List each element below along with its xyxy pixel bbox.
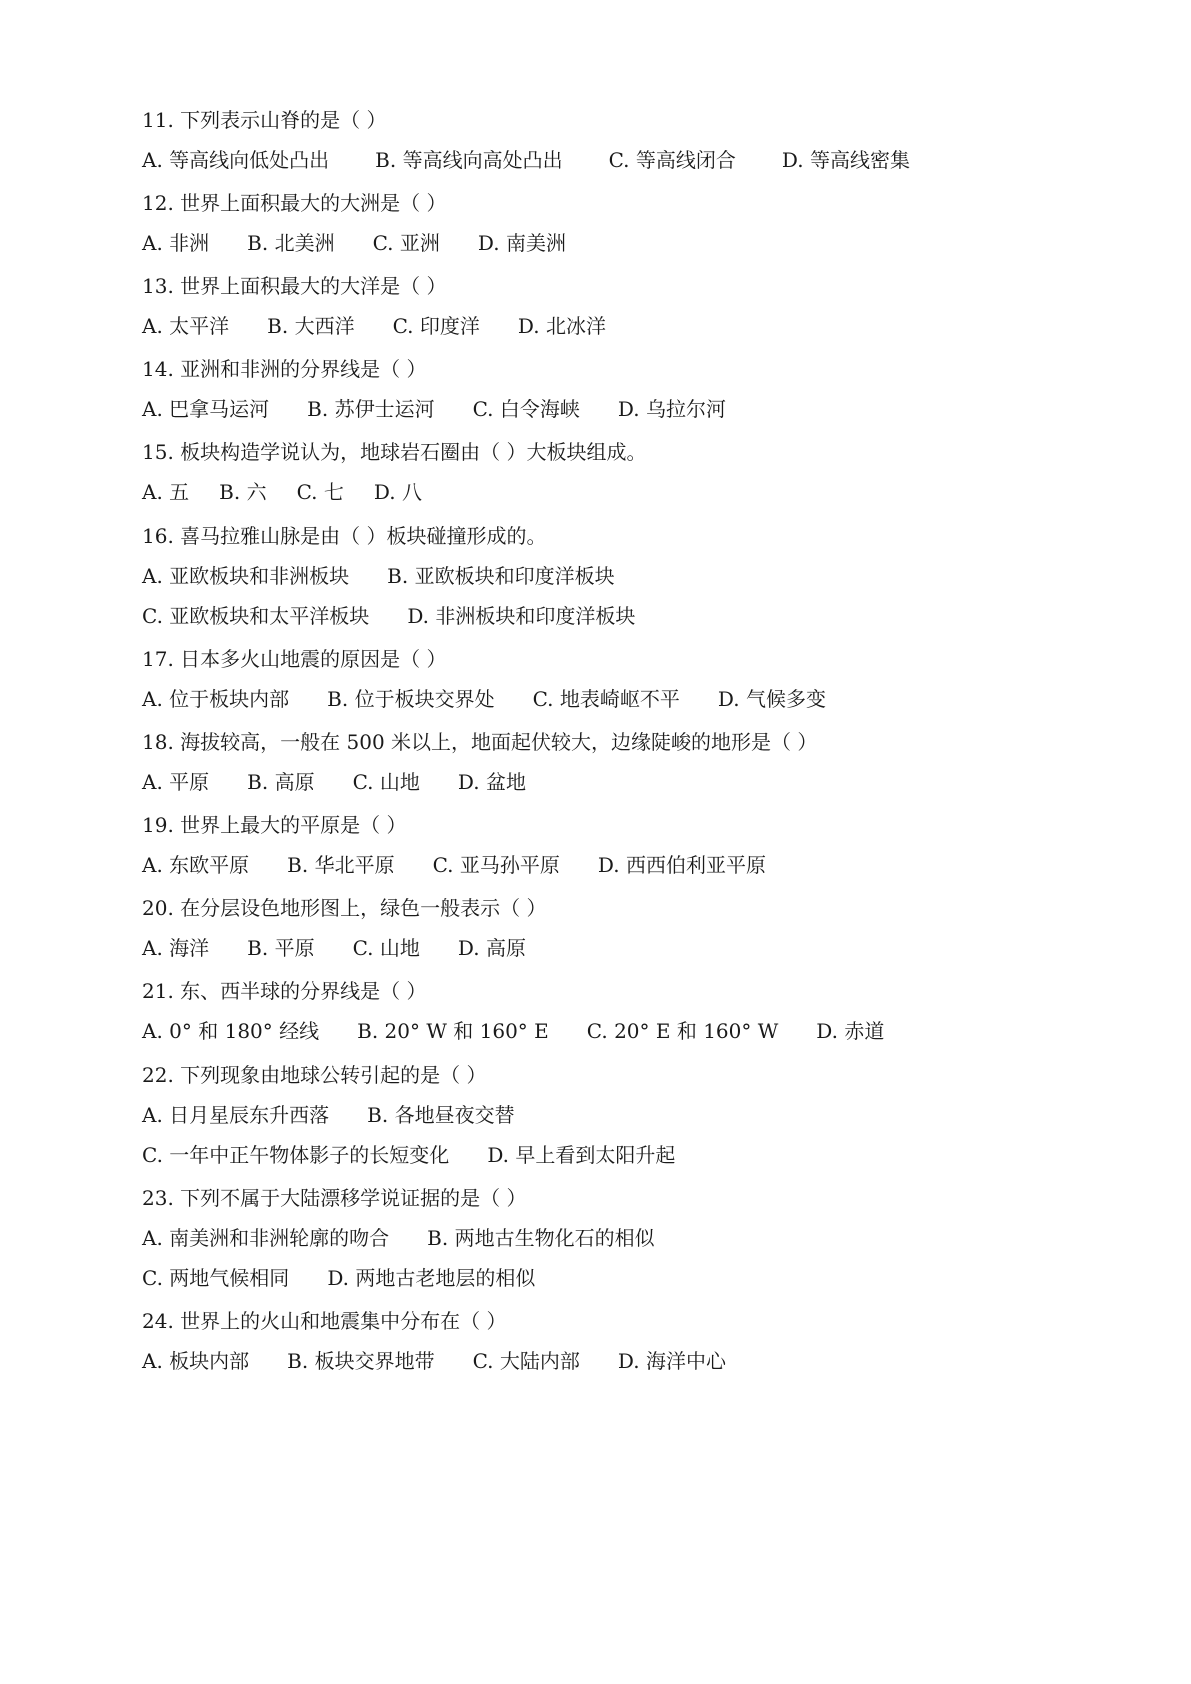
option-d: D. 南美洲 [477, 231, 566, 255]
question-13-stem: 13. 世界上面积最大的大洋是（ ） [142, 274, 447, 298]
question-19-options [142, 852, 766, 878]
option-c: C. 亚洲 [372, 231, 440, 255]
question-24-stem: 24. 世界上的火山和地震集中分布在（ ） [142, 1309, 507, 1333]
question-16-stem: 16. 喜马拉雅山脉是由（ ）板块碰撞形成的。 [142, 524, 547, 548]
question-15-options [142, 479, 422, 505]
question-22-options-row-2 [142, 1142, 675, 1168]
option-b: B. 两地古生物化石的相似 [427, 1226, 655, 1250]
option-a: A. 非洲 [142, 231, 210, 255]
option-d: D. 北冰洋 [517, 314, 606, 338]
option-c: C. 亚马孙平原 [432, 853, 560, 877]
question-18-options [142, 769, 526, 795]
question-11-options [142, 147, 910, 173]
option-b: B. 板块交界地带 [287, 1349, 435, 1373]
option-a: A. 巴拿马运河 [142, 397, 270, 421]
option-d: D. 赤道 [816, 1019, 885, 1043]
option-d: D. 西西伯利亚平原 [597, 853, 766, 877]
option-d: D. 盆地 [457, 770, 526, 794]
option-c: C. 七 [296, 480, 344, 504]
question-23-options-row-1 [142, 1225, 655, 1251]
option-c: C. 大陆内部 [472, 1349, 580, 1373]
option-b: B. 北美洲 [247, 231, 335, 255]
question-24-options [142, 1348, 726, 1374]
option-a: A. 平原 [142, 770, 210, 794]
option-c: C. 地表崎岖不平 [532, 687, 680, 711]
option-b: B. 大西洋 [267, 314, 355, 338]
question-23-options-row-2 [142, 1265, 535, 1291]
option-b: B. 20° W 和 160° E [357, 1019, 549, 1043]
option-c: C. 白令海峡 [472, 397, 580, 421]
option-d: D. 非洲板块和印度洋板块 [407, 604, 636, 628]
option-b: B. 高原 [247, 770, 315, 794]
option-c: C. 两地气候相同 [142, 1266, 290, 1290]
question-15-stem: 15. 板块构造学说认为，地球岩石圈由（ ）大板块组成。 [142, 440, 647, 464]
question-20-options [142, 935, 526, 961]
question-21-stem: 21. 东、西半球的分界线是（ ） [142, 979, 427, 1003]
option-a: A. 亚欧板块和非洲板块 [142, 564, 350, 588]
option-b: B. 各地昼夜交替 [367, 1103, 515, 1127]
question-17-options [142, 686, 826, 712]
option-a: A. 等高线向低处凸出 [142, 148, 330, 172]
question-22-options-row-1 [142, 1102, 515, 1128]
option-a: A. 板块内部 [142, 1349, 250, 1373]
option-c: C. 山地 [352, 936, 420, 960]
option-b: B. 亚欧板块和印度洋板块 [387, 564, 615, 588]
option-d: D. 高原 [457, 936, 526, 960]
question-12-stem: 12. 世界上面积最大的大洲是（ ） [142, 191, 447, 215]
question-13-options [142, 313, 606, 339]
option-d: D. 气候多变 [717, 687, 826, 711]
question-18-stem: 18. 海拔较高，一般在 500 米以上，地面起伏较大，边缘陡峻的地形是（ ） [142, 730, 818, 754]
question-22-stem: 22. 下列现象由地球公转引起的是（ ） [142, 1063, 487, 1087]
option-d: D. 乌拉尔河 [617, 397, 726, 421]
option-b: B. 六 [219, 480, 267, 504]
option-c: C. 印度洋 [392, 314, 480, 338]
question-21-options [142, 1018, 884, 1044]
option-a: A. 太平洋 [142, 314, 230, 338]
option-d: D. 海洋中心 [617, 1349, 726, 1373]
option-b: B. 平原 [247, 936, 315, 960]
option-c: C. 山地 [352, 770, 420, 794]
option-d: D. 八 [373, 480, 422, 504]
option-a: A. 海洋 [142, 936, 210, 960]
option-a: A. 位于板块内部 [142, 687, 290, 711]
question-20-stem: 20. 在分层设色地形图上，绿色一般表示（ ） [142, 896, 547, 920]
option-a: A. 五 [142, 480, 190, 504]
option-a: A. 0° 和 180° 经线 [142, 1019, 320, 1043]
option-c: C. 20° E 和 160° W [586, 1019, 779, 1043]
option-d: D. 早上看到太阳升起 [487, 1143, 676, 1167]
question-14-options [142, 396, 726, 422]
question-11-stem: 11. 下列表示山脊的是（ ） [142, 108, 387, 132]
option-a: A. 南美洲和非洲轮廓的吻合 [142, 1226, 390, 1250]
question-16-options-row-2 [142, 603, 635, 629]
option-c: C. 亚欧板块和太平洋板块 [142, 604, 370, 628]
question-19-stem: 19. 世界上最大的平原是（ ） [142, 813, 407, 837]
option-b: B. 位于板块交界处 [327, 687, 495, 711]
option-b: B. 苏伊士运河 [307, 397, 435, 421]
option-c: C. 一年中正午物体影子的长短变化 [142, 1143, 450, 1167]
option-b: B. 等高线向高处凸出 [375, 148, 563, 172]
question-12-options [142, 230, 566, 256]
question-14-stem: 14. 亚洲和非洲的分界线是（ ） [142, 357, 427, 381]
question-16-options-row-1 [142, 563, 615, 589]
option-a: A. 日月星辰东升西落 [142, 1103, 330, 1127]
option-a: A. 东欧平原 [142, 853, 250, 877]
option-d: D. 两地古老地层的相似 [327, 1266, 536, 1290]
question-17-stem: 17. 日本多火山地震的原因是（ ） [142, 647, 447, 671]
option-d: D. 等高线密集 [781, 148, 910, 172]
option-c: C. 等高线闭合 [608, 148, 736, 172]
option-b: B. 华北平原 [287, 853, 395, 877]
question-23-stem: 23. 下列不属于大陆漂移学说证据的是（ ） [142, 1186, 527, 1210]
